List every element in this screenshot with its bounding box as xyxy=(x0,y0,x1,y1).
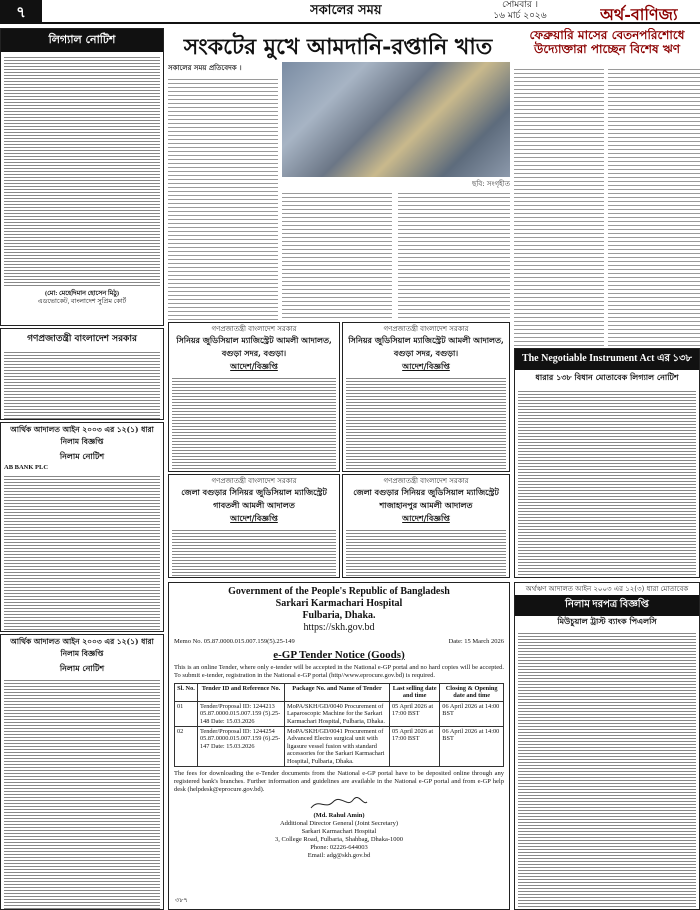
ad-code: ৩৮৭ xyxy=(175,897,188,904)
signer-email: Email: adg@skh.gov.bd xyxy=(307,852,371,860)
row-sell: 05 April 2026 at 17:00 BST xyxy=(390,727,440,767)
row-sl: 01 xyxy=(175,701,198,726)
bank-line: AB BANK PLC xyxy=(4,464,49,471)
court-notice-4 xyxy=(342,474,510,578)
right-article-text-2 xyxy=(608,66,700,346)
court-body-4 xyxy=(346,528,506,578)
legal-notice-box xyxy=(0,28,164,326)
gov-notice-box xyxy=(0,328,164,420)
court-title-1: সিনিয়র জুডিসিয়াল ম্যাজিস্ট্রেট আমলী আদালত, বগুড়া সদর, বগুড়া। xyxy=(176,335,332,358)
main-article-text-2 xyxy=(282,190,392,320)
tender-intro: This is an online Tender, where only e-tender will be accepted in the National e-GP portal and no hard copies will be accepted. To submit e-tender, registration in the National e-GP portal (http//www.eprocure.gov.bd) is required. xyxy=(174,664,504,679)
ni-act-notice xyxy=(514,348,700,578)
row-open: 06 April 2026 at 14:00 BST xyxy=(440,701,504,726)
ni-act-title: The Negotiable Instrument Act এর ১৩৮ xyxy=(515,349,699,370)
ni-act-body xyxy=(518,389,696,578)
mtb-act-line: অর্থঋণ আদালত আইন ২০০৩ এর ১২(৩) ধারা মোতাবেক xyxy=(525,585,689,593)
tender-memo: Memo No. 05.87.0000.015.007.159(5).25-149 xyxy=(174,638,295,645)
page-number: ৭ xyxy=(0,0,42,24)
court-title-3: জেলা বগুড়ার সিনিয়র জুডিসিয়াল ম্যাজিস্ট্রেট গাবতলী আমলী আদালত xyxy=(181,487,327,510)
auction-body-2 xyxy=(4,678,160,910)
tender-gov-line2: Sarkari Karmachari Hospital xyxy=(275,598,403,609)
auction-notice-1 xyxy=(0,422,164,632)
col-ref: Tender ID and Reference No. xyxy=(198,684,285,702)
mtb-body xyxy=(518,631,696,909)
court-body-3 xyxy=(172,528,336,578)
right-article-text-1 xyxy=(514,66,604,346)
tender-footer: The fees for downloading the e-Tender documents from the National e-GP portal have to be deposited online through any registered bank's branches. Further information and guidelines are available in the National e-GP portal and from e-GP help desk (helpdesk@eprocure.gov.bd). xyxy=(174,770,504,794)
table-row xyxy=(175,727,504,767)
signer-title: Additional Director General (Joint Secretary) xyxy=(279,820,399,828)
port-containers-photo xyxy=(282,62,510,177)
mtb-auction-notice xyxy=(514,582,700,910)
court-gov-4: গণপ্রজাতন্ত্রী বাংলাদেশ সরকার xyxy=(383,477,469,485)
court-sub-2: আদেশ/বিজ্ঞপ্তি xyxy=(402,361,450,371)
court-title-4: জেলা বগুড়ার সিনিয়র জুডিসিয়াল ম্যাজিস্ট্রেট শাজাহানপুর আমলী আদালত xyxy=(353,487,499,510)
sender-name: (মো: মেহেদিমান হোসেন মিঠু) xyxy=(44,290,120,297)
col-open: Closing & Opening date and time xyxy=(440,684,504,702)
auction-title-1: আর্থিক আদালত আইন ২০০৩ এর ১২(১) ধারা নিলাম বিজ্ঞপ্তি xyxy=(10,425,154,446)
gov-notice-body xyxy=(4,350,160,420)
col-sell: Last selling date and time xyxy=(390,684,440,702)
signer-name: (Md. Rahul Amin) xyxy=(313,812,365,820)
col-sl: Sl. No. xyxy=(175,684,198,702)
row-ref: Tender/Proposal ID: 1244254 05.87.0000.015.007.159 (6).25-147 Date: 15.03.2026 xyxy=(198,727,285,767)
main-article-text-3 xyxy=(398,190,510,320)
tender-gov-line1: Government of the People's Republic of Bangladesh xyxy=(228,586,450,597)
court-sub-3: আদেশ/বিজ্ঞপ্তি xyxy=(230,513,278,523)
main-article-col1 xyxy=(168,62,278,320)
signer-org: Sarkari Karmachari Hospital xyxy=(301,828,377,836)
paper-name: সকালের সময় xyxy=(310,3,382,18)
tender-table-header xyxy=(175,684,504,702)
auction-notice-2 xyxy=(0,634,164,910)
court-body-1 xyxy=(172,376,336,472)
court-notice-2 xyxy=(342,322,510,472)
row-pkg: MoPA/SKH/GD/0041 Procurement of Advanced Electro surgical unit with ligasure vessel fusion with standard accessories for the Sarkari Karmachari Hospital, Fulbaria, Dhaka. xyxy=(285,727,390,767)
ni-act-subtitle: ধারার ১৩৮ বিধান মোতাবেক লিগ্যাল নোটিশ xyxy=(535,372,679,382)
tender-memo-row xyxy=(174,638,504,646)
mtb-title: নিলাম দরপত্র বিজ্ঞপ্তি xyxy=(515,595,699,616)
tender-title: e-GP Tender Notice (Goods) xyxy=(273,649,405,661)
auction-sub-1: নিলাম নোটিশ xyxy=(59,451,105,461)
sender-role: এডভোকেট, বাংলাদেশ সুপ্রিম কোর্ট xyxy=(37,298,127,305)
section-title: অর্থ-বাণিজ্য xyxy=(600,5,678,24)
signer-addr: 3, College Road, Fulbaria, Shahbag, Dhaka-1000 xyxy=(275,836,403,844)
col-pkg: Package No. and Name of Tender xyxy=(285,684,390,702)
row-pkg: MoPA/SKH/GD/0040 Procurement of Laparoscopic Machine for the Sarkari Karmachari Hospital, Fulbaria, Dhaka. xyxy=(285,701,390,726)
main-article-text-1 xyxy=(168,76,278,320)
main-headline: সংকটের মুখে আমদানি-রপ্তানি খাত xyxy=(183,34,493,60)
tender-date: Date: 15 March 2026 xyxy=(448,638,504,645)
date-full: ১৬ মার্চ ২০২৬ xyxy=(493,11,547,21)
court-gov-3: গণপ্রজাতন্ত্রী বাংলাদেশ সরকার xyxy=(211,477,297,485)
court-gov-2: গণপ্রজাতন্ত্রী বাংলাদেশ সরকার xyxy=(383,325,469,333)
byline: সকালের সময় প্রতিবেদক । xyxy=(168,64,242,72)
right-headline: ফেব্রুয়ারি মাসের বেতনপরিশোধে উদ্যোক্তারা পাচ্ছেন বিশেষ ঋণ xyxy=(529,28,685,56)
court-sub-1: আদেশ/বিজ্ঞপ্তি xyxy=(230,361,278,371)
date-day: সোমবার । xyxy=(502,0,538,10)
mtb-sub: মিউচুয়াল ট্রাস্ট ব্যাংক পিএলসি xyxy=(557,616,657,626)
tender-table xyxy=(174,683,504,767)
court-body-2 xyxy=(346,376,506,472)
court-notice-1 xyxy=(168,322,340,472)
table-row xyxy=(175,701,504,726)
row-sl: 02 xyxy=(175,727,198,767)
signature-icon xyxy=(309,796,369,812)
tender-website[interactable]: https://skh.gov.bd xyxy=(303,622,375,633)
court-title-2: সিনিয়র জুডিসিয়াল ম্যাজিস্ট্রেট আমলী আদালত, বগুড়া সদর, বগুড়া। xyxy=(348,335,504,358)
egp-tender-notice xyxy=(168,582,510,910)
auction-sub-2: নিলাম নোটিশ xyxy=(59,663,105,673)
court-gov-1: গণপ্রজাতন্ত্রী বাংলাদেশ সরকার xyxy=(211,325,297,333)
signer-phone: Phone: 02226-644003 xyxy=(310,844,368,852)
tender-gov-line3: Fulbaria, Dhaka. xyxy=(302,610,376,621)
photo-caption: ছবি: সংগৃহীত xyxy=(472,180,510,188)
date-box xyxy=(480,0,560,22)
row-sell: 05 April 2026 at 17:00 BST xyxy=(390,701,440,726)
gov-title: গণপ্রজাতন্ত্রী বাংলাদেশ সরকার xyxy=(27,334,137,344)
court-sub-4: আদেশ/বিজ্ঞপ্তি xyxy=(402,513,450,523)
auction-title-2: আর্থিক আদালত আইন ২০০৩ এর ১২(১) ধারা নিলাম বিজ্ঞপ্তি xyxy=(10,637,154,658)
legal-notice-body xyxy=(4,55,160,287)
row-open: 06 April 2026 at 14:00 BST xyxy=(440,727,504,767)
row-ref: Tender/Proposal ID: 1244213 05.87.0000.015.007.159 (5).25-148 Date: 15.03.2026 xyxy=(198,701,285,726)
auction-body-1 xyxy=(4,474,160,632)
court-notice-3 xyxy=(168,474,340,578)
legal-notice-title: লিগ্যাল নোটিশ xyxy=(1,29,163,52)
